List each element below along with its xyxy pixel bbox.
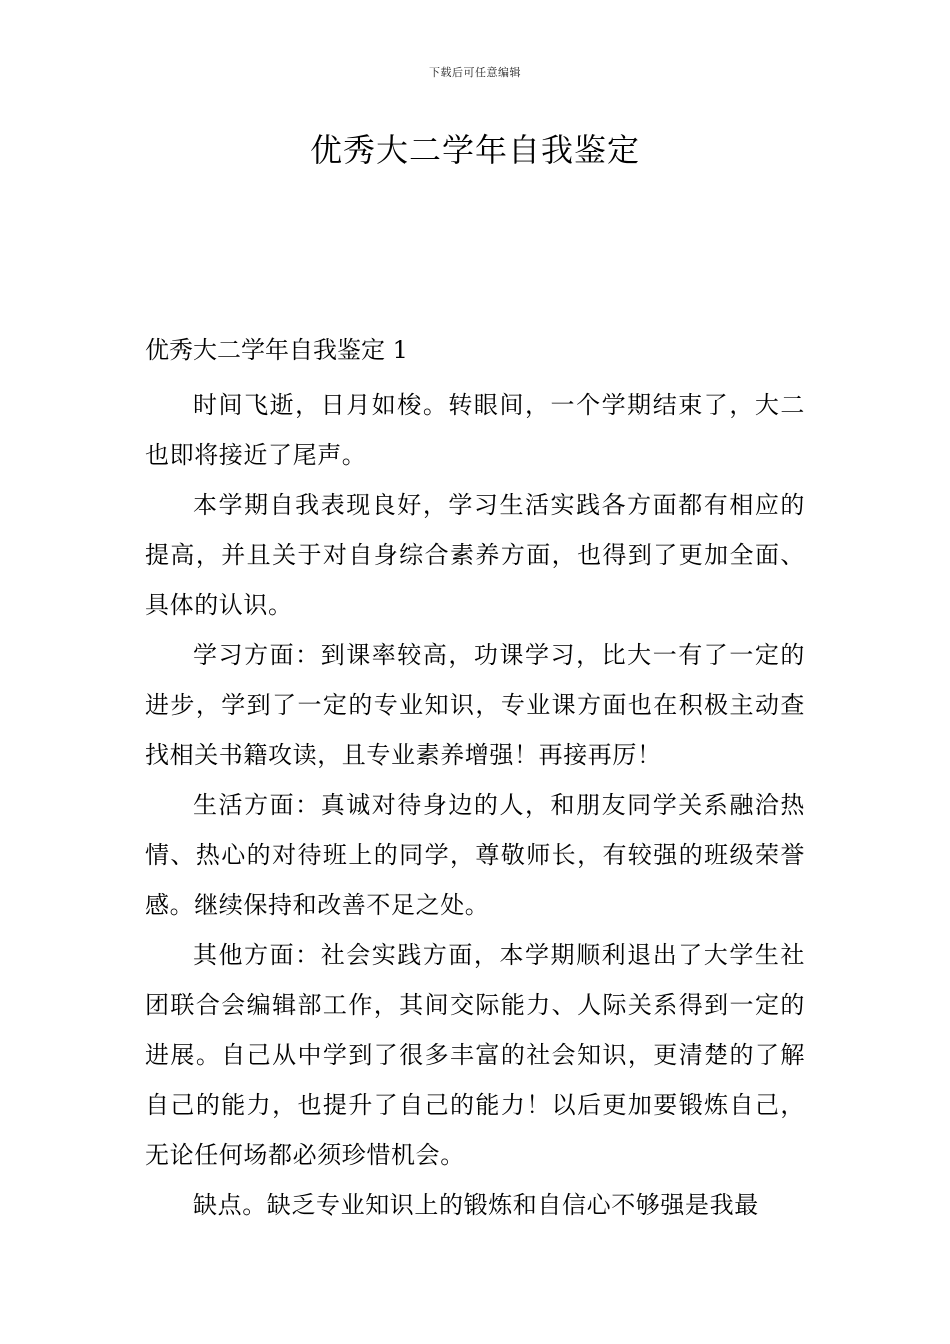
paragraph: 本学期自我表现良好，学习生活实践各方面都有相应的提高，并且关于对自身综合素养方面，也得到了更加全面、具体的认识。 — [145, 491, 805, 619]
header-note: 下载后可任意编辑 — [429, 66, 521, 79]
document-title: 优秀大二学年自我鉴定 — [309, 131, 640, 169]
paragraph: 其他方面：社会实践方面，本学期顺利退出了大学生社团联合会编辑部工作，其间交际能力、人际关系得到一定的进展。自己从中学到了很多丰富的社会知识，更清楚的了解自己的能力，也提升了自己的能力！以后更加要锻炼自己，无论任何场都必须珍惜机会。 — [145, 941, 805, 1169]
section-heading: 优秀大二学年自我鉴定 1 — [145, 336, 408, 364]
paragraph: 缺点。缺乏专业知识上的锻炼和自信心不够强是我最 — [193, 1191, 759, 1219]
paragraph: 时间飞逝，日月如梭。转眼间，一个学期结束了，大二也即将接近了尾声。 — [145, 391, 805, 469]
document-body — [145, 330, 805, 1230]
paragraph: 学习方面：到课率较高，功课学习，比大一有了一定的进步，学到了一定的专业知识，专业课方面也在积极主动查找相关书籍攻读，且专业素养增强！再接再厉！ — [145, 641, 805, 769]
paragraph: 生活方面：真诚对待身边的人，和朋友同学关系融洽热情、热心的对待班上的同学，尊敬师长，有较强的班级荣誉感。继续保持和改善不足之处。 — [145, 791, 805, 919]
